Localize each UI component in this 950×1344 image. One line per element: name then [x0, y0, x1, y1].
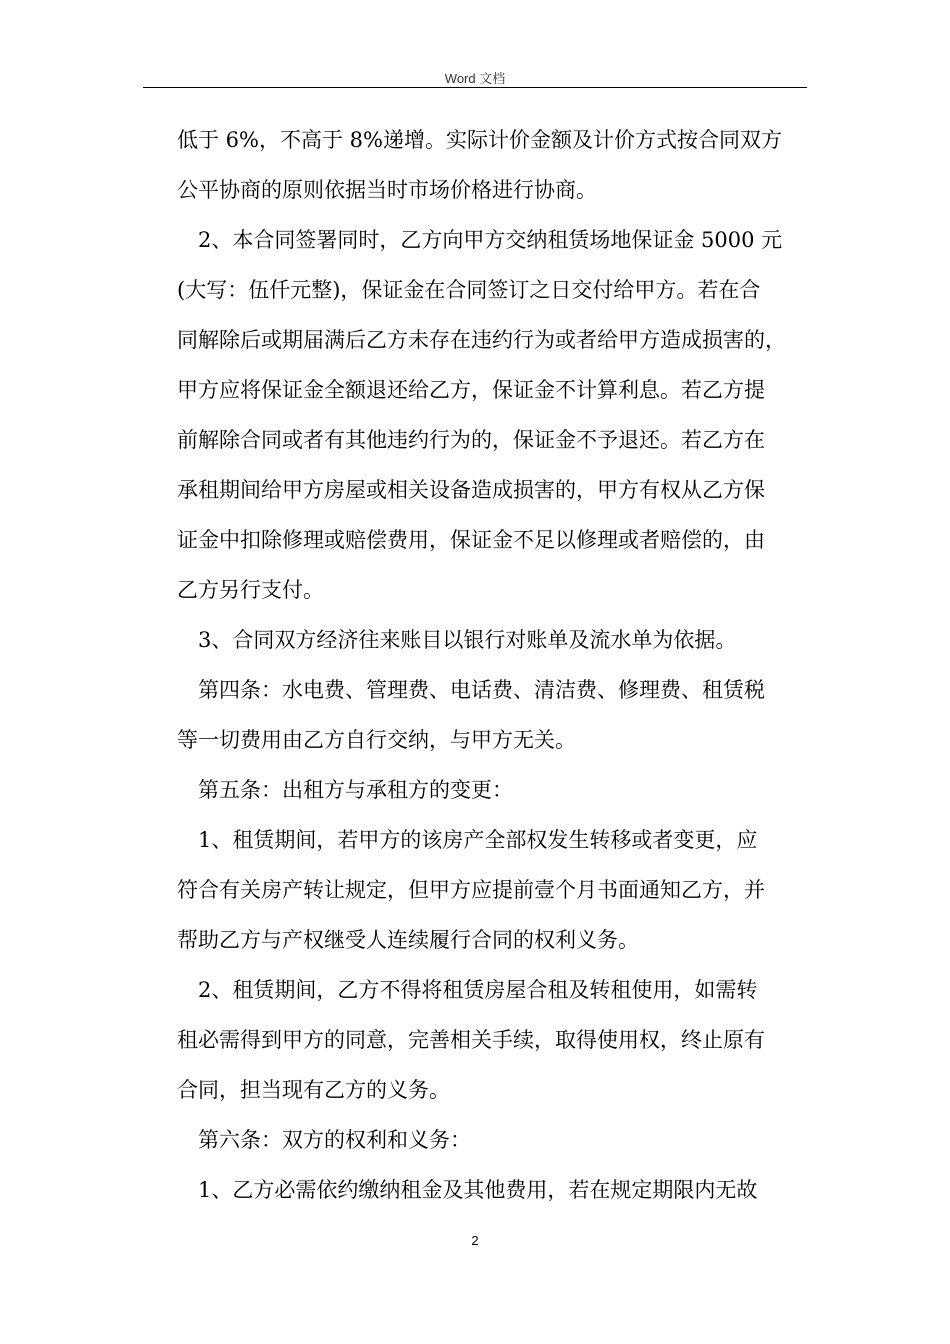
header-title: Word 文档: [444, 71, 506, 86]
text-line: 1、乙方必需依约缴纳租金及其他费用，若在规定期限内无故: [198, 1178, 758, 1202]
text-line: (大写：伍仟元整)，保证金在合同签订之日交付给甲方。若在合: [177, 278, 761, 302]
text-line: 帮助乙方与产权继受人连续履行合同的权利义务。: [177, 928, 639, 952]
text-line: 租必需得到甲方的同意，完善相关手续，取得使用权，终止原有: [177, 1028, 765, 1052]
text-line: 第六条：双方的权利和义务：: [198, 1128, 471, 1152]
text-line: 证金中扣除修理或赔偿费用，保证金不足以修理或者赔偿的，由: [177, 528, 765, 552]
page-number: 2: [471, 1233, 479, 1248]
text-line: 乙方另行支付。: [177, 578, 324, 602]
text-line: 第四条：水电费、管理费、电话费、清洁费、修理费、租赁税: [198, 678, 765, 702]
text-line: 第五条：出租方与承租方的变更：: [198, 778, 513, 802]
text-line: 符合有关房产转让规定，但甲方应提前壹个月书面通知乙方，并: [177, 878, 765, 902]
text-line: 甲方应将保证金全额退还给乙方，保证金不计算利息。若乙方提: [177, 378, 765, 402]
text-line: 承租期间给甲方房屋或相关设备造成损害的，甲方有权从乙方保: [177, 478, 765, 502]
text-line: 公平协商的原则依据当时市场价格进行协商。: [177, 178, 597, 202]
text-line: 同解除后或期届满后乙方未存在违约行为或者给甲方造成损害的，: [177, 328, 786, 352]
text-line: 合同，担当现有乙方的义务。: [177, 1078, 450, 1102]
header-divider: [143, 87, 807, 88]
text-line: 2、本合同签署同时，乙方向甲方交纳租赁场地保证金 5000 元: [198, 228, 783, 252]
text-line: 3、合同双方经济往来账目以银行对账单及流水单为依据。: [198, 628, 737, 652]
text-line: 低于 6%，不高于 8%递增。实际计价金额及计价方式按合同双方: [177, 128, 782, 152]
text-line: 前解除合同或者有其他违约行为的，保证金不予退还。若乙方在: [177, 428, 765, 452]
text-line: 1、租赁期间，若甲方的该房产全部权发生转移或者变更，应: [198, 828, 758, 852]
text-line: 2、租赁期间，乙方不得将租赁房屋合租及转租使用，如需转: [198, 978, 758, 1002]
text-line: 等一切费用由乙方自行交纳，与甲方无关。: [177, 728, 576, 752]
